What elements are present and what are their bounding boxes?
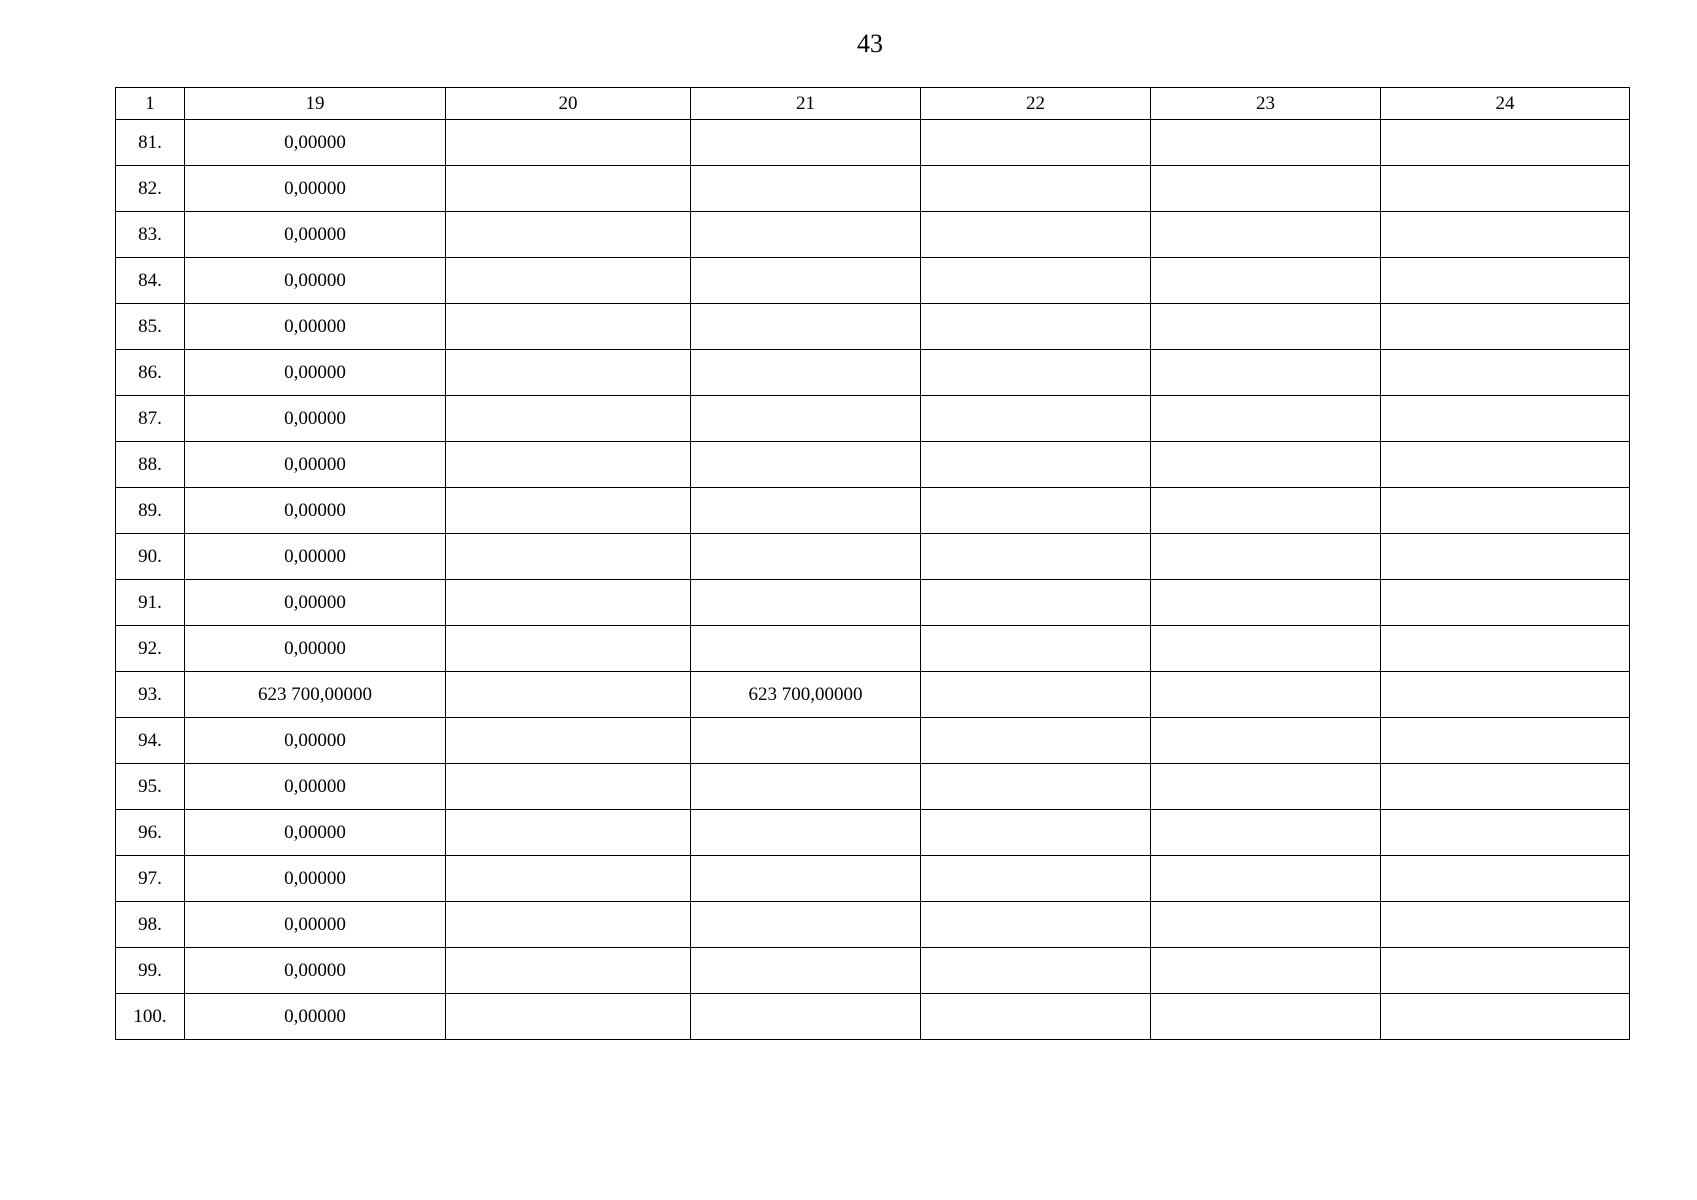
table-cell-col-21: [691, 764, 921, 810]
table-cell-col-19: 0,00000: [185, 718, 446, 764]
row-number-cell: 93.: [116, 672, 185, 718]
table-row: [116, 764, 1630, 810]
table-cell-col-21: [691, 442, 921, 488]
table-cell-col-22: [921, 626, 1151, 672]
table-cell-col-20: [446, 442, 691, 488]
table-cell-col-19: 623 700,00000: [185, 672, 446, 718]
column-header-4: 22: [921, 88, 1151, 120]
table-cell-col-19: 0,00000: [185, 810, 446, 856]
row-number-cell: 95.: [116, 764, 185, 810]
table-row: [116, 810, 1630, 856]
column-header-3: 21: [691, 88, 921, 120]
column-header-2: 20: [446, 88, 691, 120]
table-cell-col-20: [446, 304, 691, 350]
table-cell-col-20: [446, 672, 691, 718]
table-cell-col-23: [1151, 994, 1381, 1040]
table-cell-col-22: [921, 580, 1151, 626]
table-row: [116, 120, 1630, 166]
row-number-cell: 90.: [116, 534, 185, 580]
table-cell-col-21: [691, 212, 921, 258]
table-cell-col-21: [691, 810, 921, 856]
table-cell-col-23: [1151, 810, 1381, 856]
table-cell-col-24: [1381, 948, 1630, 994]
row-number-cell: 85.: [116, 304, 185, 350]
table-row: [116, 672, 1630, 718]
table-cell-col-22: [921, 120, 1151, 166]
table-cell-col-24: [1381, 580, 1630, 626]
table-cell-col-19: 0,00000: [185, 304, 446, 350]
table-cell-col-23: [1151, 534, 1381, 580]
table-row: [116, 948, 1630, 994]
column-header-5: 23: [1151, 88, 1381, 120]
table-cell-col-21: [691, 488, 921, 534]
table-cell-col-23: [1151, 488, 1381, 534]
table-cell-col-23: [1151, 672, 1381, 718]
table-cell-col-24: [1381, 488, 1630, 534]
table-cell-col-24: [1381, 856, 1630, 902]
table-cell-col-19: 0,00000: [185, 396, 446, 442]
table-row: [116, 488, 1630, 534]
table-row: [116, 580, 1630, 626]
table-cell-col-20: [446, 212, 691, 258]
table-cell-col-21: [691, 994, 921, 1040]
table-cell-col-24: [1381, 534, 1630, 580]
table-row: [116, 304, 1630, 350]
table-row: [116, 994, 1630, 1040]
table-cell-col-21: [691, 718, 921, 764]
table-cell-col-21: [691, 304, 921, 350]
page-number: 43: [857, 29, 883, 58]
table-cell-col-19: 0,00000: [185, 442, 446, 488]
table-cell-col-24: [1381, 258, 1630, 304]
table-cell-col-22: [921, 994, 1151, 1040]
table-cell-col-23: [1151, 442, 1381, 488]
table-cell-col-20: [446, 166, 691, 212]
table-cell-col-23: [1151, 718, 1381, 764]
table-cell-col-19: 0,00000: [185, 534, 446, 580]
table-cell-col-20: [446, 534, 691, 580]
table-cell-col-20: [446, 488, 691, 534]
table-cell-col-21: [691, 626, 921, 672]
table-cell-col-20: [446, 580, 691, 626]
table-cell-col-23: [1151, 902, 1381, 948]
table-cell-col-24: [1381, 304, 1630, 350]
table-row: [116, 166, 1630, 212]
row-number-cell: 84.: [116, 258, 185, 304]
row-number-cell: 82.: [116, 166, 185, 212]
table-cell-col-23: [1151, 258, 1381, 304]
table-cell-col-19: 0,00000: [185, 856, 446, 902]
table-cell-col-21: [691, 350, 921, 396]
table-cell-col-19: 0,00000: [185, 350, 446, 396]
table-cell-col-19: 0,00000: [185, 258, 446, 304]
table-row: [116, 350, 1630, 396]
table-cell-col-19: 0,00000: [185, 120, 446, 166]
table-cell-col-21: [691, 166, 921, 212]
table-cell-col-19: 0,00000: [185, 948, 446, 994]
table-cell-col-22: [921, 672, 1151, 718]
table-cell-col-22: [921, 350, 1151, 396]
table-cell-col-23: [1151, 304, 1381, 350]
row-number-cell: 92.: [116, 626, 185, 672]
table-row: [116, 718, 1630, 764]
table-cell-col-23: [1151, 948, 1381, 994]
table-body: [116, 120, 1630, 1040]
table-cell-col-23: [1151, 396, 1381, 442]
table-row: [116, 534, 1630, 580]
table-cell-col-22: [921, 396, 1151, 442]
table-cell-col-24: [1381, 718, 1630, 764]
table-cell-col-22: [921, 856, 1151, 902]
row-number-cell: 81.: [116, 120, 185, 166]
table-cell-col-20: [446, 626, 691, 672]
table-cell-col-20: [446, 764, 691, 810]
table-cell-col-22: [921, 304, 1151, 350]
table-cell-col-19: 0,00000: [185, 764, 446, 810]
table-header: [116, 88, 1630, 120]
table-cell-col-20: [446, 856, 691, 902]
row-number-cell: 97.: [116, 856, 185, 902]
table-cell-col-24: [1381, 350, 1630, 396]
table-row: [116, 258, 1630, 304]
column-header-1: 19: [185, 88, 446, 120]
table-cell-col-21: [691, 856, 921, 902]
table-row: [116, 396, 1630, 442]
table-cell-col-19: 0,00000: [185, 994, 446, 1040]
table-cell-col-19: 0,00000: [185, 580, 446, 626]
table-cell-col-24: [1381, 166, 1630, 212]
table-cell-col-24: [1381, 810, 1630, 856]
row-number-cell: 100.: [116, 994, 185, 1040]
table-cell-col-23: [1151, 764, 1381, 810]
table-row: [116, 902, 1630, 948]
column-header-0: 1: [116, 88, 185, 120]
table-cell-col-22: [921, 166, 1151, 212]
table-cell-col-22: [921, 212, 1151, 258]
table-cell-col-20: [446, 258, 691, 304]
row-number-cell: 91.: [116, 580, 185, 626]
table-cell-col-19: 0,00000: [185, 212, 446, 258]
table-cell-col-23: [1151, 626, 1381, 672]
table-cell-col-22: [921, 488, 1151, 534]
table-cell-col-20: [446, 902, 691, 948]
row-number-cell: 96.: [116, 810, 185, 856]
row-number-cell: 99.: [116, 948, 185, 994]
table-cell-col-24: [1381, 902, 1630, 948]
table-cell-col-24: [1381, 212, 1630, 258]
table-cell-col-19: 0,00000: [185, 166, 446, 212]
table-cell-col-22: [921, 258, 1151, 304]
table-row: [116, 442, 1630, 488]
table-cell-col-21: [691, 120, 921, 166]
table-cell-col-23: [1151, 580, 1381, 626]
row-number-cell: 89.: [116, 488, 185, 534]
header-row: [116, 88, 1630, 120]
table-cell-col-24: [1381, 396, 1630, 442]
table-cell-col-21: [691, 902, 921, 948]
table-cell-col-24: [1381, 994, 1630, 1040]
row-number-cell: 94.: [116, 718, 185, 764]
table-cell-col-22: [921, 442, 1151, 488]
table-cell-col-20: [446, 350, 691, 396]
table-cell-col-24: [1381, 120, 1630, 166]
table-row: [116, 212, 1630, 258]
table-cell-col-19: 0,00000: [185, 488, 446, 534]
table-cell-col-21: [691, 534, 921, 580]
table-cell-col-21: [691, 258, 921, 304]
table-cell-col-21: 623 700,00000: [691, 672, 921, 718]
table-cell-col-20: [446, 396, 691, 442]
table-cell-col-21: [691, 948, 921, 994]
row-number-cell: 98.: [116, 902, 185, 948]
data-table: [115, 87, 1630, 1040]
row-number-cell: 86.: [116, 350, 185, 396]
table-cell-col-20: [446, 994, 691, 1040]
table-cell-col-22: [921, 902, 1151, 948]
table-cell-col-24: [1381, 442, 1630, 488]
table-cell-col-20: [446, 948, 691, 994]
table-cell-col-24: [1381, 626, 1630, 672]
row-number-cell: 88.: [116, 442, 185, 488]
table-cell-col-20: [446, 120, 691, 166]
table-row: [116, 856, 1630, 902]
table-cell-col-23: [1151, 166, 1381, 212]
table-cell-col-20: [446, 718, 691, 764]
column-header-6: 24: [1381, 88, 1630, 120]
table-row: [116, 626, 1630, 672]
table-cell-col-23: [1151, 212, 1381, 258]
table-cell-col-22: [921, 810, 1151, 856]
table-cell-col-21: [691, 396, 921, 442]
table-cell-col-22: [921, 718, 1151, 764]
table-cell-col-19: 0,00000: [185, 902, 446, 948]
table-cell-col-22: [921, 948, 1151, 994]
row-number-cell: 87.: [116, 396, 185, 442]
table-cell-col-23: [1151, 120, 1381, 166]
table-cell-col-19: 0,00000: [185, 626, 446, 672]
table-cell-col-22: [921, 534, 1151, 580]
table-cell-col-22: [921, 764, 1151, 810]
table-cell-col-21: [691, 580, 921, 626]
table-cell-col-24: [1381, 764, 1630, 810]
table-cell-col-23: [1151, 856, 1381, 902]
table-cell-col-20: [446, 810, 691, 856]
row-number-cell: 83.: [116, 212, 185, 258]
table-cell-col-24: [1381, 672, 1630, 718]
table-cell-col-23: [1151, 350, 1381, 396]
